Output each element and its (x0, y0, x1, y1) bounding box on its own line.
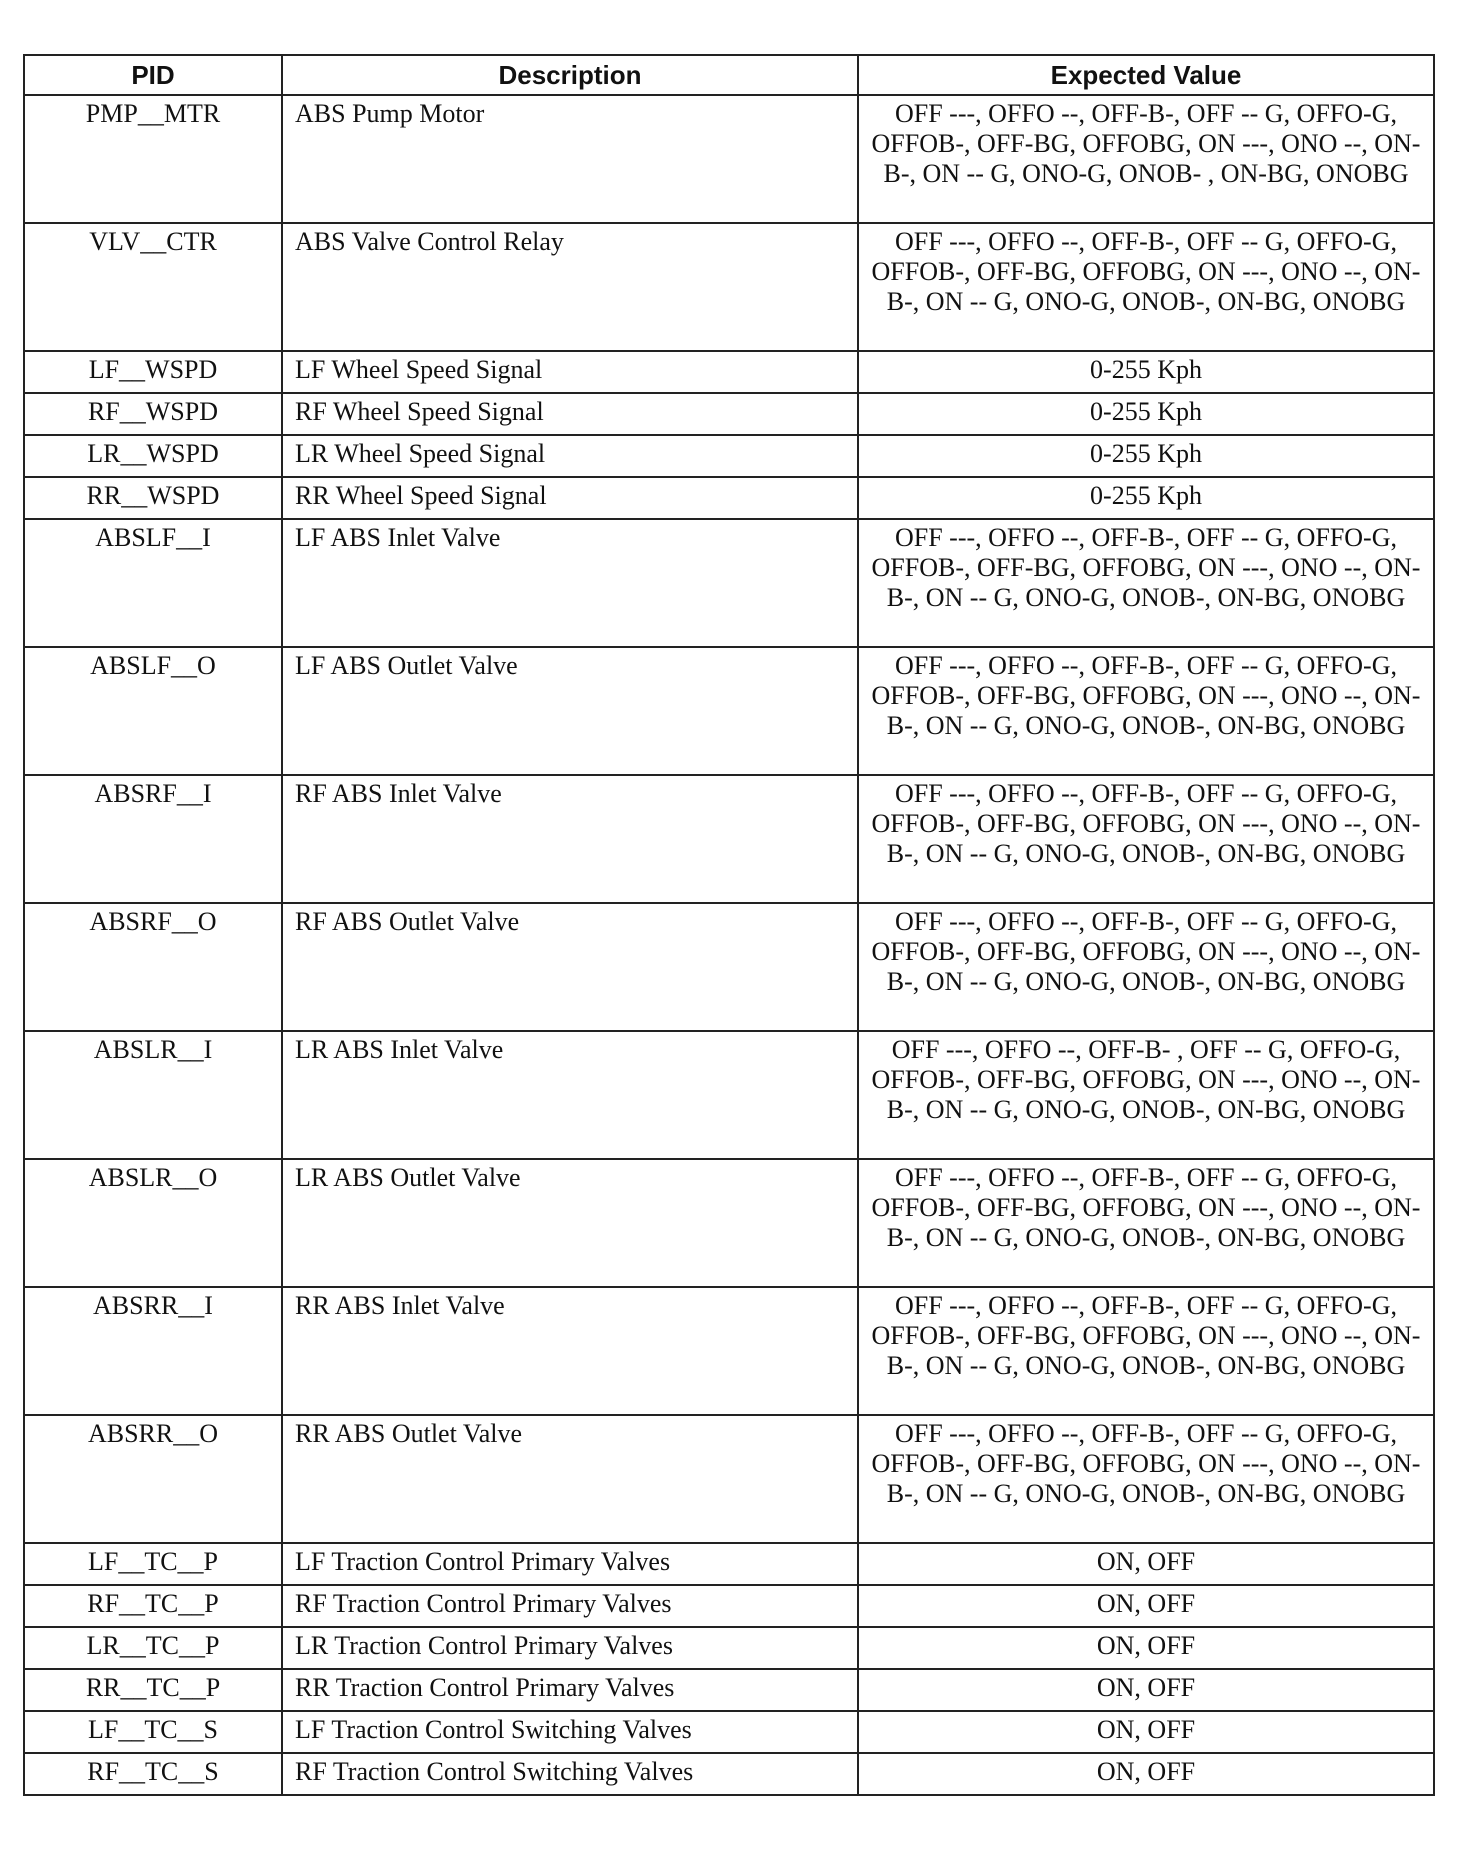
pid-cell: LR__TC__P (24, 1627, 282, 1669)
table-row (24, 903, 1434, 1031)
description-cell: LR ABS Outlet Valve (282, 1159, 858, 1287)
pid-table (23, 54, 1435, 1796)
description-cell: RF ABS Outlet Valve (282, 903, 858, 1031)
pid-cell: ABSLF__O (24, 647, 282, 775)
expected-value-cell: 0-255 Kph (858, 435, 1434, 477)
pid-cell: ABSRF__O (24, 903, 282, 1031)
header-pid: PID (24, 55, 282, 95)
expected-value-cell: 0-255 Kph (858, 351, 1434, 393)
table-row (24, 223, 1434, 351)
expected-value-cell: OFF ---, OFFO --, OFF-B-, OFF -- G, OFFO-G, OFFOB-, OFF-BG, OFFOBG, ON ---, ONO --, ON-B-, ON -- G, ONO-G, ONOB-, ON-BG, ONOBG (858, 1159, 1434, 1287)
expected-value-cell: ON, OFF (858, 1585, 1434, 1627)
pid-cell: LF__TC__P (24, 1543, 282, 1585)
pid-cell: RF__WSPD (24, 393, 282, 435)
expected-value-cell: ON, OFF (858, 1711, 1434, 1753)
description-cell: LR Wheel Speed Signal (282, 435, 858, 477)
description-cell: RF Traction Control Primary Valves (282, 1585, 858, 1627)
expected-value-cell: ON, OFF (858, 1753, 1434, 1795)
pid-cell: RR__TC__P (24, 1669, 282, 1711)
pid-cell: ABSLF__I (24, 519, 282, 647)
pid-cell: ABSRR__O (24, 1415, 282, 1543)
table-row (24, 435, 1434, 477)
table-row (24, 1415, 1434, 1543)
pid-cell: RF__TC__P (24, 1585, 282, 1627)
description-cell: LF Traction Control Primary Valves (282, 1543, 858, 1585)
description-cell: RF Traction Control Switching Valves (282, 1753, 858, 1795)
table-row (24, 1543, 1434, 1585)
description-cell: ABS Valve Control Relay (282, 223, 858, 351)
table-row (24, 1669, 1434, 1711)
pid-cell: LF__TC__S (24, 1711, 282, 1753)
table-row (24, 1627, 1434, 1669)
pid-cell: ABSLR__O (24, 1159, 282, 1287)
table-row (24, 1585, 1434, 1627)
pid-cell: RR__WSPD (24, 477, 282, 519)
pid-cell: VLV__CTR (24, 223, 282, 351)
expected-value-cell: OFF ---, OFFO --, OFF-B- , OFF -- G, OFFO-G, OFFOB-, OFF-BG, OFFOBG, ON ---, ONO --, ON-B-, ON -- G, ONO-G, ONOB-, ON-BG, ONOBG (858, 1031, 1434, 1159)
table-row (24, 477, 1434, 519)
expected-value-cell: ON, OFF (858, 1543, 1434, 1585)
description-cell: ABS Pump Motor (282, 95, 858, 223)
pid-cell: ABSRF__I (24, 775, 282, 903)
pid-cell: LR__WSPD (24, 435, 282, 477)
description-cell: RF Wheel Speed Signal (282, 393, 858, 435)
table-row (24, 1711, 1434, 1753)
expected-value-cell: OFF ---, OFFO --, OFF-B-, OFF -- G, OFFO-G, OFFOB-, OFF-BG, OFFOBG, ON ---, ONO --, ON-B-, ON -- G, ONO-G, ONOB-, ON-BG, ONOBG (858, 223, 1434, 351)
expected-value-cell: OFF ---, OFFO --, OFF-B-, OFF -- G, OFFO-G, OFFOB-, OFF-BG, OFFOBG, ON ---, ONO --, ON-B-, ON -- G, ONO-G, ONOB-, ON-BG, ONOBG (858, 903, 1434, 1031)
expected-value-cell: OFF ---, OFFO --, OFF-B-, OFF -- G, OFFO-G, OFFOB-, OFF-BG, OFFOBG, ON ---, ONO --, ON-B-, ON -- G, ONO-G, ONOB-, ON-BG, ONOBG (858, 519, 1434, 647)
pid-cell: PMP__MTR (24, 95, 282, 223)
expected-value-cell: OFF ---, OFFO --, OFF-B-, OFF -- G, OFFO-G, OFFOB-, OFF-BG, OFFOBG, ON ---, ONO --, ON-B-, ON -- G, ONO-G, ONOB-, ON-BG, ONOBG (858, 1287, 1434, 1415)
description-cell: LF Traction Control Switching Valves (282, 1711, 858, 1753)
expected-value-cell: ON, OFF (858, 1627, 1434, 1669)
description-cell: LR ABS Inlet Valve (282, 1031, 858, 1159)
expected-value-cell: OFF ---, OFFO --, OFF-B-, OFF -- G, OFFO-G, OFFOB-, OFF-BG, OFFOBG, ON ---, ONO --, ON-B-, ON -- G, ONO-G, ONOB-, ON-BG, ONOBG (858, 1415, 1434, 1543)
expected-value-cell: OFF ---, OFFO --, OFF-B-, OFF -- G, OFFO-G, OFFOB-, OFF-BG, OFFOBG, ON ---, ONO --, ON-B-, ON -- G, ONO-G, ONOB- , ON-BG, ONOBG (858, 95, 1434, 223)
expected-value-cell: 0-255 Kph (858, 393, 1434, 435)
table-row (24, 775, 1434, 903)
expected-value-cell: OFF ---, OFFO --, OFF-B-, OFF -- G, OFFO-G, OFFOB-, OFF-BG, OFFOBG, ON ---, ONO --, ON-B-, ON -- G, ONO-G, ONOB-, ON-BG, ONOBG (858, 775, 1434, 903)
pid-cell: LF__WSPD (24, 351, 282, 393)
expected-value-cell: 0-255 Kph (858, 477, 1434, 519)
expected-value-cell: ON, OFF (858, 1669, 1434, 1711)
description-cell: RR ABS Inlet Valve (282, 1287, 858, 1415)
table-row (24, 1031, 1434, 1159)
description-cell: LR Traction Control Primary Valves (282, 1627, 858, 1669)
table-row (24, 1753, 1434, 1795)
description-cell: LF ABS Inlet Valve (282, 519, 858, 647)
table-row (24, 1287, 1434, 1415)
description-cell: LF Wheel Speed Signal (282, 351, 858, 393)
pid-cell: ABSRR__I (24, 1287, 282, 1415)
table-row (24, 519, 1434, 647)
description-cell: LF ABS Outlet Valve (282, 647, 858, 775)
expected-value-cell: OFF ---, OFFO --, OFF-B-, OFF -- G, OFFO-G, OFFOB-, OFF-BG, OFFOBG, ON ---, ONO --, ON-B-, ON -- G, ONO-G, ONOB-, ON-BG, ONOBG (858, 647, 1434, 775)
description-cell: RR ABS Outlet Valve (282, 1415, 858, 1543)
description-cell: RR Wheel Speed Signal (282, 477, 858, 519)
pid-cell: ABSLR__I (24, 1031, 282, 1159)
pid-cell: RF__TC__S (24, 1753, 282, 1795)
description-cell: RR Traction Control Primary Valves (282, 1669, 858, 1711)
description-cell: RF ABS Inlet Valve (282, 775, 858, 903)
table-row (24, 647, 1434, 775)
header-expected-value: Expected Value (858, 55, 1434, 95)
header-description: Description (282, 55, 858, 95)
table-row (24, 393, 1434, 435)
table-row (24, 351, 1434, 393)
table-row (24, 1159, 1434, 1287)
table-row (24, 95, 1434, 223)
table-header-row (24, 55, 1434, 95)
